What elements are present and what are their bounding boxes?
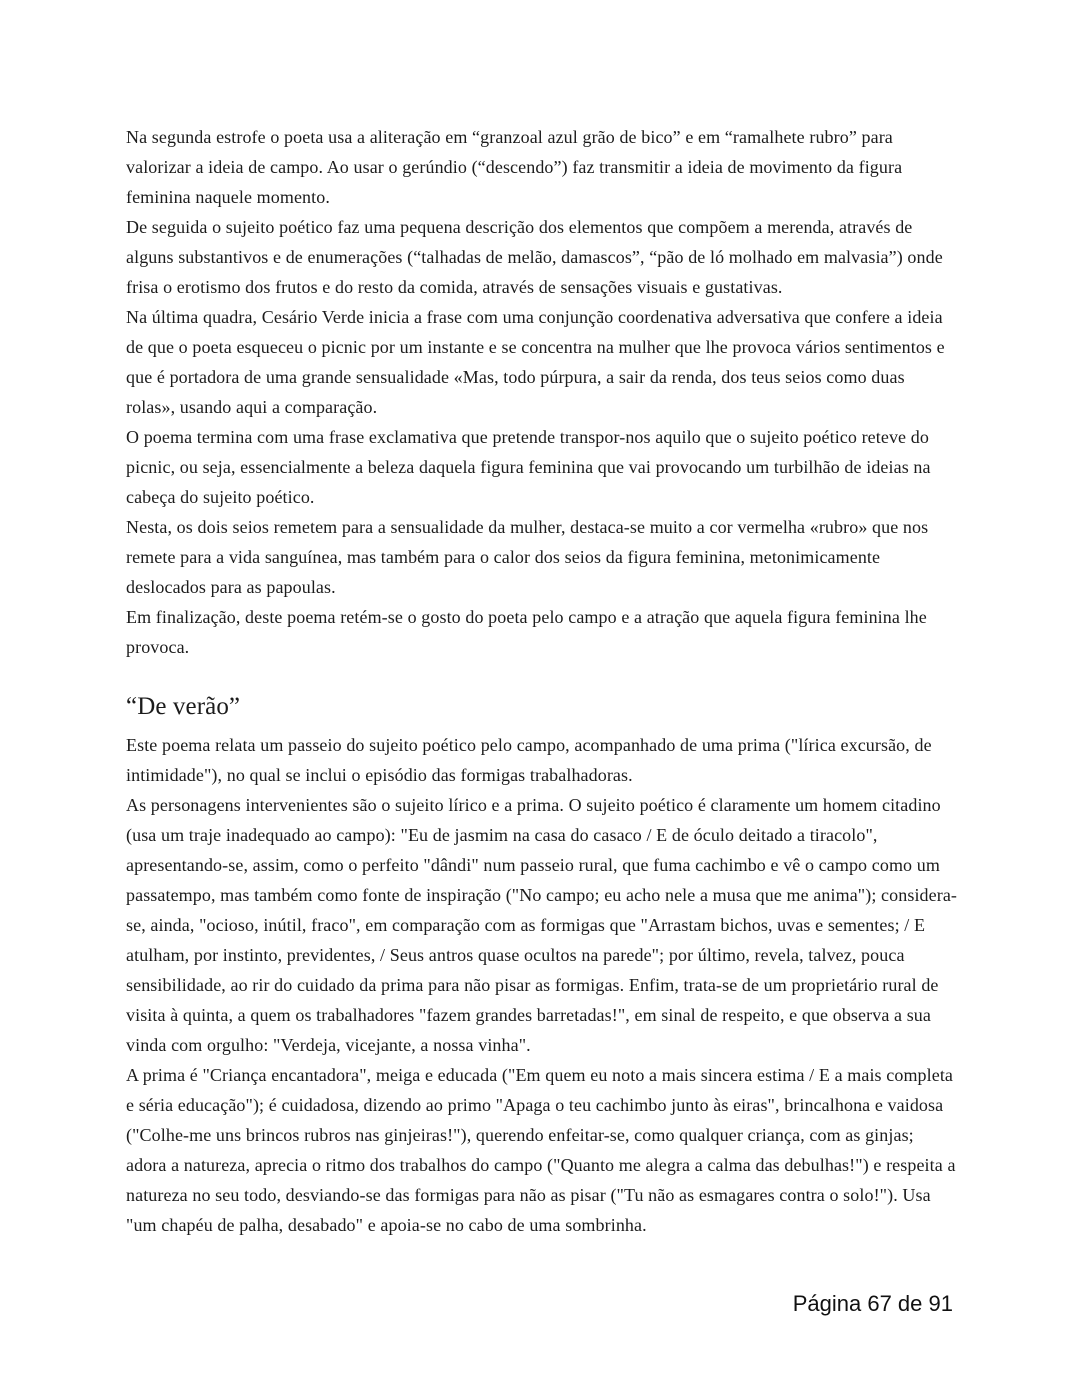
paragraph: A prima é "Criança encantadora", meiga e educada ("Em quem eu noto a mais sincera estima / E a mais completa e séria educação"); é cuidadosa, dizendo ao primo "Apaga o teu cachimbo junto às eiras", brincalhona e vaidosa ("Colhe-me uns brincos rubros nas ginjeiras!"), querendo enfeitar-se, como qualquer criança, com as ginjas; adora a natureza, aprecia o ritmo dos trabalhos do campo ("Quanto me alegra a calma das debulhas!") e respeita a natureza no seu todo, desviando-se das formigas para não as pisar ("Tu não as esmagares contra o solo!"). Usa "um chapéu de palha, desabado" e apoia-se no cabo de uma sombrinha. — [126, 1065, 956, 1235]
paragraph: O poema termina com uma frase exclamativa que pretende transpor-nos aquilo que o sujeito poético reteve do picnic, ou seja, essencialmente a beleza daquela figura feminina que vai provocando um turbilhão de ideias na cabeça do sujeito poético. — [126, 427, 931, 507]
paragraph: De seguida o sujeito poético faz uma pequena descrição dos elementos que compõem a merenda, através de alguns substantivos e de enumerações (“talhadas de melão, damascos”, “pão de ló molhado em malvasia”) onde frisa o erotismo dos frutos e do resto da comida, através de sensações visuais e gustativas. — [126, 217, 943, 297]
paragraph: Na última quadra, Cesário Verde inicia a frase com uma conjunção coordenativa adversativa que confere a ideia de que o poeta esqueceu o picnic por um instante e se concentra na mulher que lhe provoca vários sentimentos e que é portadora de uma grande sensualidade «Mas, todo púrpura, a sair da renda, dos teus seios como duas rolas», usando aqui a comparação. — [126, 307, 945, 417]
page-footer — [793, 1290, 953, 1318]
paragraph: Este poema relata um passeio do sujeito poético pelo campo, acompanhado de uma prima ("lírica excursão, de intimidade"), no qual se inclui o episódio das formigas trabalhadoras. — [126, 735, 932, 785]
document-body — [126, 122, 958, 1240]
paragraph: As personagens intervenientes são o sujeito lírico e a prima. O sujeito poético é claramente um homem citadino (usa um traje inadequado ao campo): "Eu de jasmim na casa do casaco / E de óculo deitado a tiracolo", apresentando-se, assim, como o perfeito "dândi" num passeio rural, que fuma cachimbo e vê o campo como um passatempo, mas também como fonte de inspiração ("No campo; eu acho nele a musa que me anima"); considera- se, ainda, "ocioso, inútil, fraco", em comparação com as formigas que "Arrastam bichos, uvas e sementes; / E atulham, por instinto, previdentes, / Seus antros quase ocultos na parede"; por último, revela, talvez, pouca sensibilidade, ao rir do cuidado da prima para não pisar as formigas. Enfim, trata-se de um proprietário rural de visita à quinta, a quem os trabalhadores "fazem grandes barretadas!", em sinal de respeito, e que observa a sua vinda com orgulho: "Verdeja, vicejante, a nossa vinha". — [126, 795, 958, 1055]
paragraph: Nesta, os dois seios remetem para a sensualidade da mulher, destaca-se muito a cor vermelha «rubro» que nos remete para a vida sanguínea, mas também para o calor dos seios da figura feminina, metonimicamente deslocados para as papoulas. — [126, 517, 929, 597]
paragraph: Na segunda estrofe o poeta usa a aliteração em “granzoal azul grão de bico” e em “ramalhete rubro” para valorizar a ideia de campo. Ao usar o gerúndio (“descendo”) faz transmitir a ideia de movimento da figura feminina naquele momento. — [126, 127, 903, 207]
paragraph: Em finalização, deste poema retém-se o gosto do poeta pelo campo e a atração que aquela figura feminina lhe provoca. — [126, 607, 927, 657]
section-heading: “De verão” — [126, 693, 241, 720]
page-number: Página 67 de 91 — [792, 1291, 953, 1316]
